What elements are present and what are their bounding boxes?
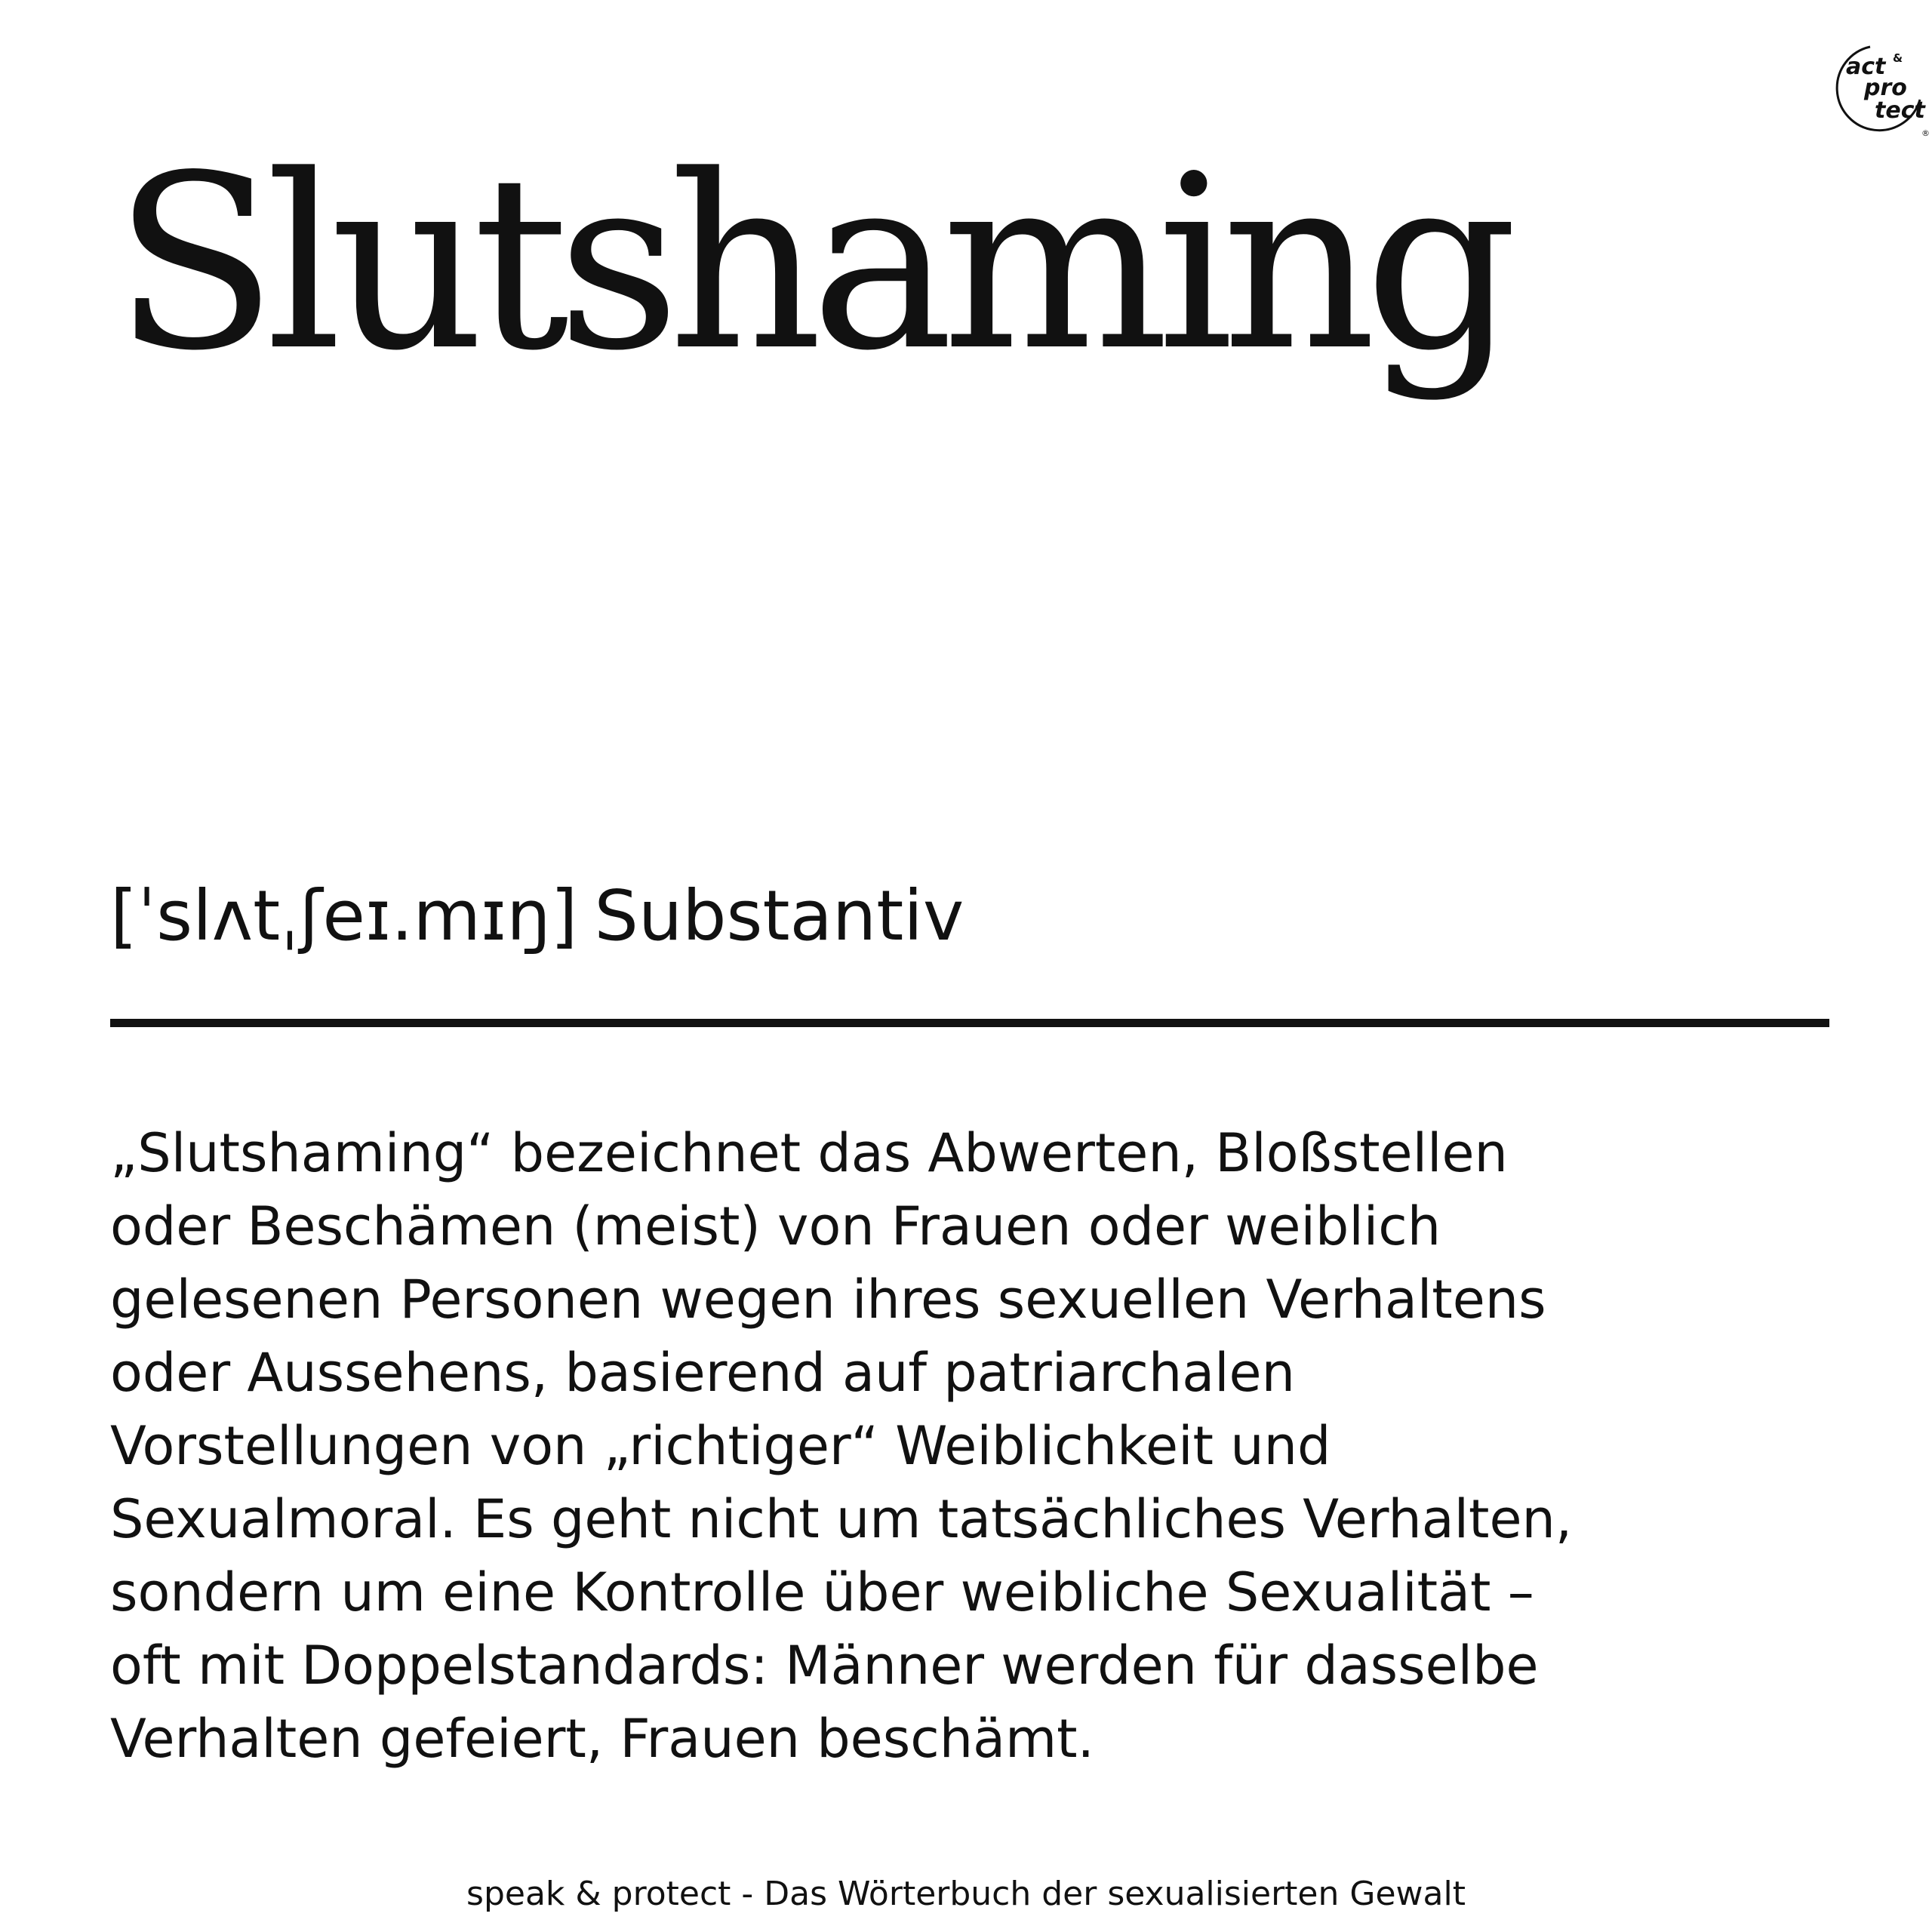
divider-rule bbox=[110, 1019, 1829, 1027]
pronunciation-line bbox=[110, 875, 964, 956]
definition-line: oder Aussehens, basierend auf patriarchalen bbox=[110, 1342, 1295, 1404]
definition-line: Vorstellungen von „richtiger“ Weiblichkeit und bbox=[110, 1415, 1331, 1477]
definition-line: Sexualmoral. Es geht nicht um tatsächliches Verhalten, bbox=[110, 1488, 1573, 1550]
definition-line: Verhalten gefeiert, Frauen beschämt. bbox=[110, 1708, 1094, 1770]
definition-line: „Slutshaming“ bezeichnet das Abwerten, Bloßstellen bbox=[110, 1122, 1508, 1184]
definition-line: oder Beschämen (meist) von Frauen oder weiblich bbox=[110, 1195, 1441, 1257]
logo-text-pro: pro bbox=[1864, 75, 1907, 101]
logo-registered-mark: ® bbox=[1921, 128, 1930, 138]
logo-text-tect: tect bbox=[1875, 97, 1925, 124]
part-of-speech: Substantiv bbox=[594, 875, 964, 956]
logo-text-act: act bbox=[1846, 54, 1886, 80]
definition-text bbox=[110, 1117, 1869, 1776]
pronunciation: [ˈslʌtˌʃeɪ.mɪŋ] bbox=[110, 875, 578, 956]
definition-line: sondern um eine Kontrolle über weibliche Sexualität – bbox=[110, 1561, 1534, 1623]
headword: Slutshaming bbox=[113, 124, 1506, 403]
act-and-protect-logo bbox=[1825, 41, 1930, 139]
definition-line: oft mit Doppelstandards: Männer werden für dasselbe bbox=[110, 1635, 1539, 1697]
logo-mark bbox=[1825, 41, 1930, 139]
logo-text-ampersand: & bbox=[1893, 51, 1903, 65]
definition-line: gelesenen Personen wegen ihres sexuellen Verhaltens bbox=[110, 1269, 1546, 1331]
footer-caption: speak & protect - Das Wörterbuch der sexualisierten Gewalt bbox=[466, 1875, 1466, 1913]
